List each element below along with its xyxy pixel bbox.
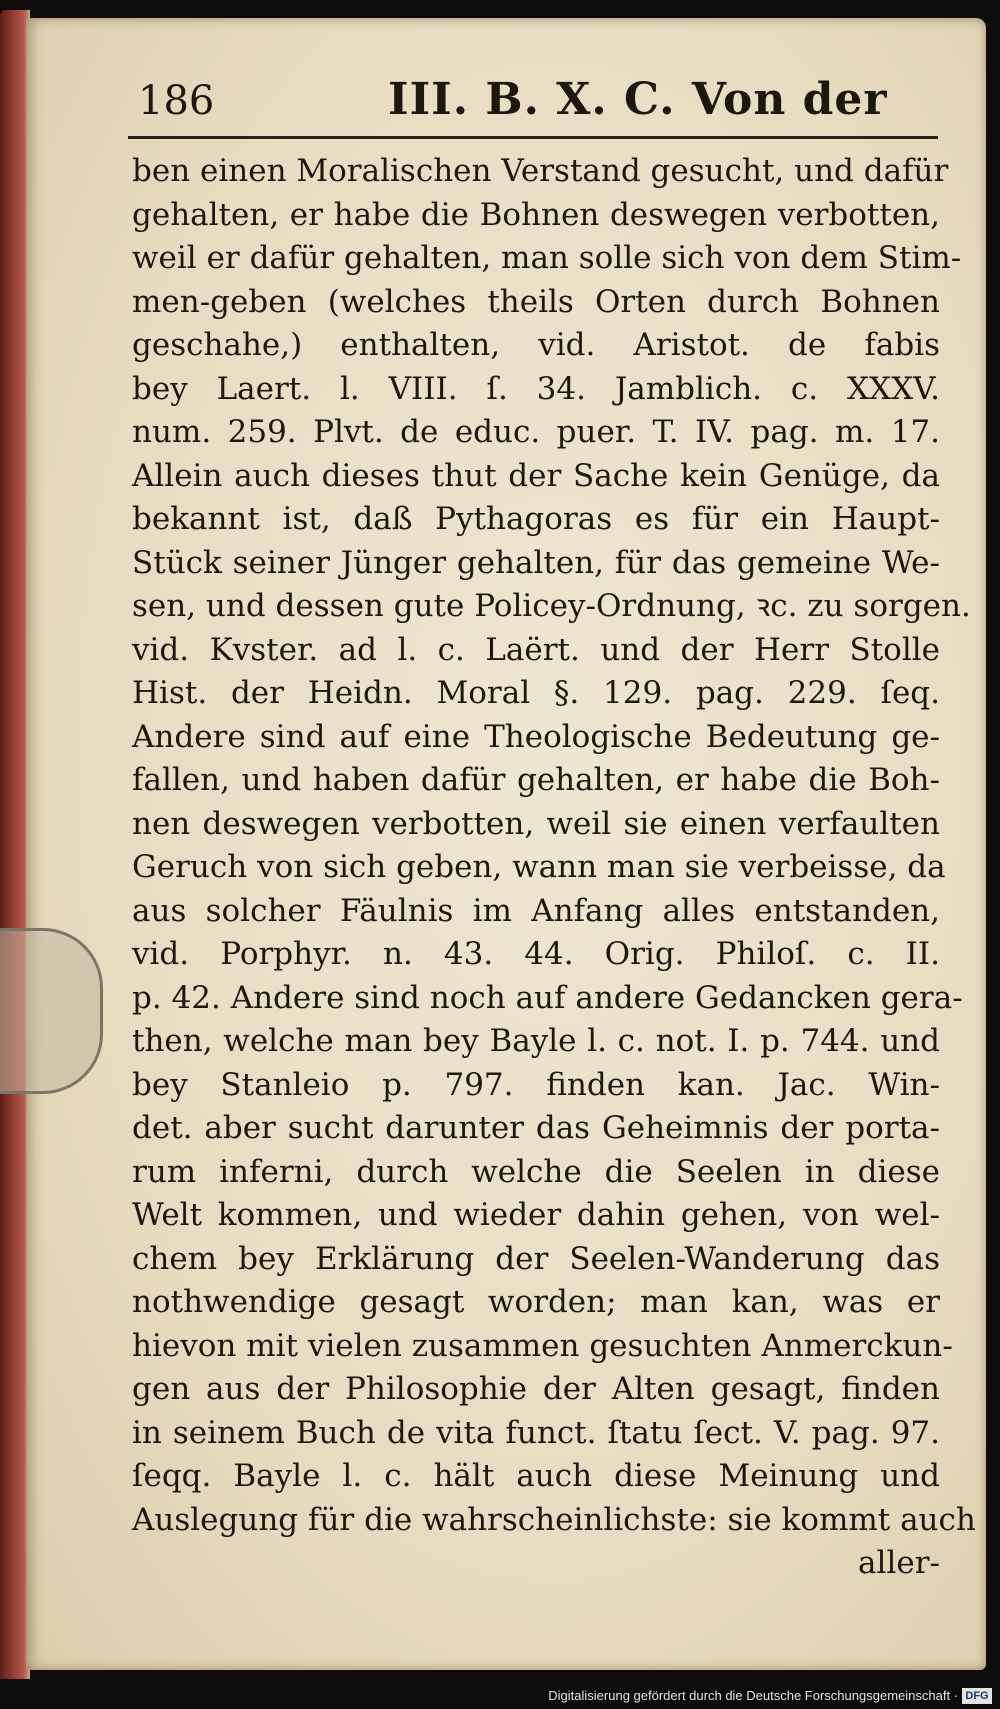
text-line: nothwendige gesagt worden; man kan, was er <box>132 1284 940 1320</box>
page-header <box>108 68 948 138</box>
text-line: num. 259. Plvt. de educ. puer. T. IV. pag. m. 17. <box>132 414 940 450</box>
text-line: det. aber sucht darunter das Geheimnis der porta- <box>132 1110 940 1146</box>
text-line: Welt kommen, und wieder dahin gehen, von wel- <box>132 1197 940 1233</box>
text-line: gen aus der Philosophie der Alten gesagt, finden <box>132 1371 940 1407</box>
text-line: vid. Kvster. ad l. c. Laërt. und der Herr Stolle <box>132 631 940 668</box>
page-clip <box>0 928 103 1094</box>
text-line: aus solcher Fäulnis im Anfang alles entstanden, <box>132 892 940 929</box>
text-line: weil er dafür gehalten, man solle sich von dem Stim- <box>132 240 962 276</box>
text-line: bey Stanleio p. 797. finden kan. Jac. Win- <box>132 1066 940 1103</box>
page-number: 186 <box>138 78 215 124</box>
body-text <box>132 150 976 1586</box>
text-line: then, welche man bey Bayle l. c. not. I. p. 744. und <box>132 1023 940 1059</box>
header-rule <box>128 136 938 139</box>
text-line: ben einen Moralischen Verstand gesucht, und dafür <box>132 153 949 189</box>
text-line: Hist. der Heidn. Moral §. 129. pag. 229. ſeq. <box>132 675 940 711</box>
text-line: sen, und dessen gute Policey-Ordnung, ꝛc. zu sorgen. <box>132 588 971 624</box>
text-line: geschahe,) enthalten, vid. Aristot. de fabis <box>132 327 940 363</box>
text-line: in seinem Buch de vita funct. ſtatu ſect. V. pag. 97. <box>132 1414 940 1451</box>
text-line: Stück seiner Jünger gehalten, für das gemeine We- <box>132 544 940 581</box>
text-line: vid. Porphyr. n. 43. 44. Orig. Philoſ. c. II. <box>132 936 940 972</box>
text-line: men-geben (welches theils Orten durch Bohnen <box>132 283 940 320</box>
dfg-logo-icon: DFG <box>962 1688 992 1704</box>
text-line: bey Laert. l. VIII. ſ. 34. Jamblich. c. XXXV. <box>132 370 940 407</box>
text-line: nen deswegen verbotten, weil sie einen verfaulten <box>132 805 940 842</box>
text-line: bekannt ist, daß Pythagoras es für ein Haupt- <box>132 501 940 537</box>
footer-credit: Digitalisierung gefördert durch die Deutsche Forschungsgemeinschaft · <box>548 1688 958 1703</box>
text-line: Auslegung für die wahrscheinlichste: sie kommt auch <box>132 1501 976 1538</box>
text-line: rum inferni, durch welche die Seelen in diese <box>132 1153 940 1190</box>
text-line: gehalten, er habe die Bohnen deswegen verbotten, <box>132 196 940 233</box>
text-line: Andere sind auf eine Theologische Bedeutung ge- <box>132 718 940 755</box>
text-line: fallen, und haben dafür gehalten, er habe die Boh- <box>132 762 940 798</box>
text-line: ſeqq. Bayle l. c. hält auch diese Meinung und <box>132 1458 940 1494</box>
text-line: chem bey Erklärung der Seelen-Wanderung das <box>132 1240 940 1277</box>
text-line: Geruch von sich geben, wann man sie verbeisse, da <box>132 849 946 885</box>
digitization-footer <box>0 1679 1000 1709</box>
catchword: aller- <box>858 1545 940 1581</box>
running-head: III. B. X. C. Von der <box>388 74 888 125</box>
text-line: Allein auch dieses thut der Sache kein Genüge, da <box>132 457 940 494</box>
text-line: hievon mit vielen zusammen gesuchten Anmerckun- <box>132 1327 953 1364</box>
text-line: p. 42. Andere sind noch auf andere Gedancken gera- <box>132 979 963 1016</box>
